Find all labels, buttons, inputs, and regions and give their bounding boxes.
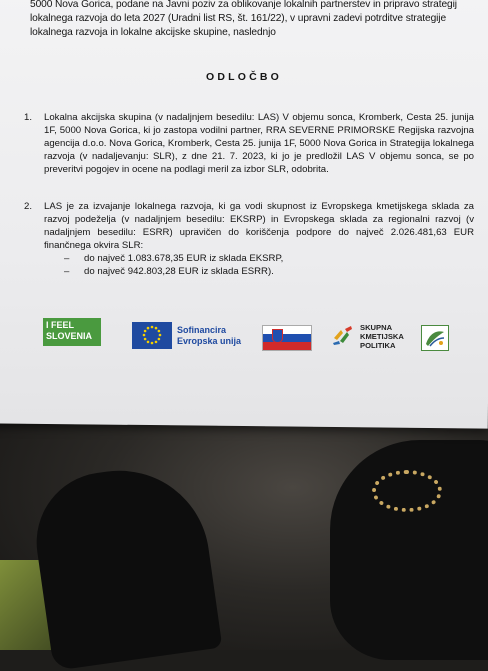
bracelet [372, 470, 442, 512]
item-number: 1. [24, 112, 33, 123]
list-item [64, 265, 474, 278]
list-item [64, 252, 474, 265]
item-number: 2. [24, 201, 33, 212]
document-title: ODLOČBO [205, 71, 283, 83]
ifeel-line: I FEEL [46, 320, 75, 330]
slovenia-flag-icon [262, 325, 312, 351]
i-feel-slovenia-logo [43, 318, 101, 346]
dash-marker: – [64, 266, 70, 277]
funding-list [64, 252, 474, 278]
eu-line: Sofinancira [177, 325, 227, 335]
intro-paragraph [30, 0, 482, 40]
skp-line: KMETIJSKA [360, 332, 404, 341]
list-item-text: do največ 1.083.678,35 EUR iz sklada EKSRP, [84, 253, 284, 264]
skp-line: SKUPNA [360, 323, 393, 332]
intro-line: lokalnega razvoja do leta 2027 (Uradni list RS, št. 161/22), v upravni zadevi potrditve strategije [30, 13, 447, 24]
decision-item-1 [24, 111, 474, 176]
skp-logo-icon [331, 324, 355, 346]
decision-item-2 [24, 200, 474, 278]
item-text: LAS je za izvajanje lokalnega razvoja, ki ga vodi skupnost iz Evropskega kmetijskega sklada za razvoj podeželja (v nadaljnjem besedilu: EKSRP) in Evropskega sklada za regionalni razvoj (v nadaljnjem besedilu: ESRR) upravičen do koriščenja podpore do največ 2.026.481,63 EUR finančnega okvira SLR: [44, 201, 474, 251]
eu-cofinanced-label [177, 325, 252, 347]
item-text: Lokalna akcijska skupina (v nadaljnjem besedilu: LAS) V objemu sonca, Kromberk, Cesta 25. junija 1F, 5000 Nova Gorica, ki jo zastopa vodilni partner, RRA SEVERNE PRIMORSKE Regijska razvojna agencija d.o.o. Nova Gorica, Kromberk, Cesta 25. junija 1F, 5000 Nova Gorica in Strategija lokalnega razvoja (v nadaljevanju: SLR), z dne 21. 7. 2023, ki jo je predložil LAS V objemu sonca, se po preveritvi pogojev in ocene na podlagi meril za izbor SLR, odobrita. [44, 112, 474, 175]
list-item-text: do največ 942.803,28 EUR iz sklada ESRR). [84, 266, 274, 277]
skp-label [360, 323, 420, 350]
intro-line: lokalnega razvoja in lokalne akcijske skupine, naslednjo [30, 27, 276, 38]
ifeel-line: SLOVENIA [46, 331, 93, 341]
skp-line: POLITIKA [360, 341, 396, 350]
eu-flag-icon [132, 322, 172, 349]
dash-marker: – [64, 253, 70, 264]
intro-line: 5000 Nova Gorica, podane na Javni poziv za oblikovanje lokalnih partnerstev in pripravo strategij [30, 0, 457, 10]
eu-line: Evropska unija [177, 336, 242, 346]
leader-logo-icon [421, 325, 449, 351]
